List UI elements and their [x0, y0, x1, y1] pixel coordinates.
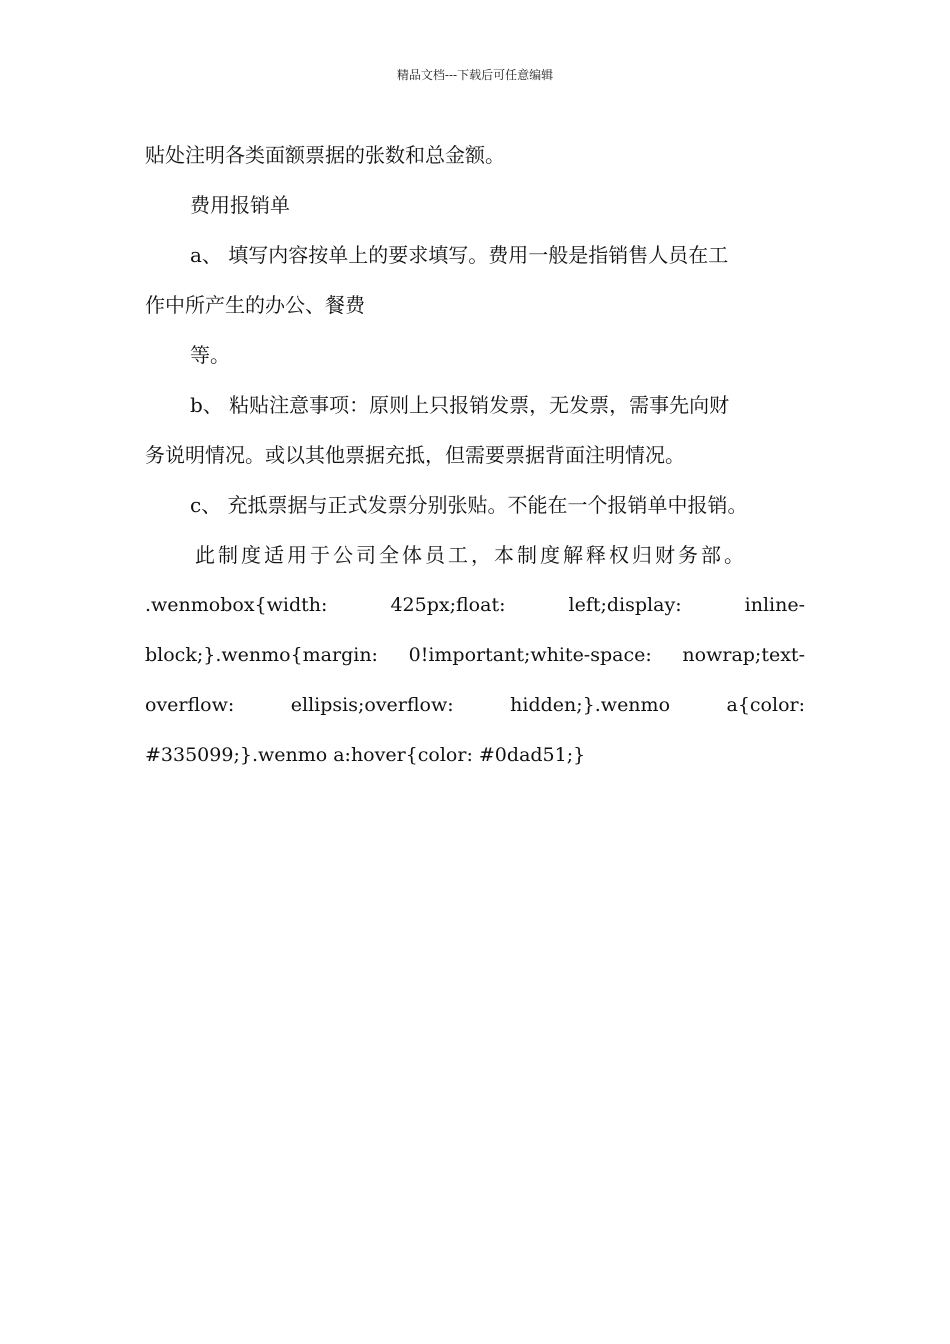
- css-text-line1: .wenmobox{width: 425px;float: left;display: inline-: [145, 594, 805, 616]
- css-text-line4: #335099;}.wenmo a:hover{color: #0dad51;}: [145, 744, 586, 766]
- paragraph-etc: 等。: [190, 343, 230, 367]
- paragraph-policy-note: 此制度适用于公司全体员工，本制度解释权归财务部。: [195, 543, 747, 567]
- paragraph-b-line1: b、 粘贴注意事项：原则上只报销发票，无发票，需事先向财: [190, 393, 730, 417]
- paragraph-heading-expense-form: 费用报销单: [190, 193, 290, 217]
- css-text-line2: block;}.wenmo{margin: 0!important;white-space: nowrap;text-: [145, 644, 805, 666]
- document-body: [145, 130, 805, 780]
- paragraph-c: c、 充抵票据与正式发票分别张贴。不能在一个报销单中报销。: [190, 493, 748, 517]
- paragraph-a-line1: a、 填写内容按单上的要求填写。费用一般是指销售人员在工: [190, 243, 729, 267]
- paragraph-1: 贴处注明各类面额票据的张数和总金额。: [145, 143, 505, 167]
- paragraph-a-line2: 作中所产生的办公、餐费: [145, 293, 365, 317]
- paragraph-b-line2: 务说明情况。或以其他票据充抵，但需要票据背面注明情况。: [145, 443, 685, 467]
- css-text-line3: overflow: ellipsis;overflow: hidden;}.wenmo a{color:: [145, 694, 805, 716]
- page-header: 精品文档---下载后可任意编辑: [396, 68, 554, 82]
